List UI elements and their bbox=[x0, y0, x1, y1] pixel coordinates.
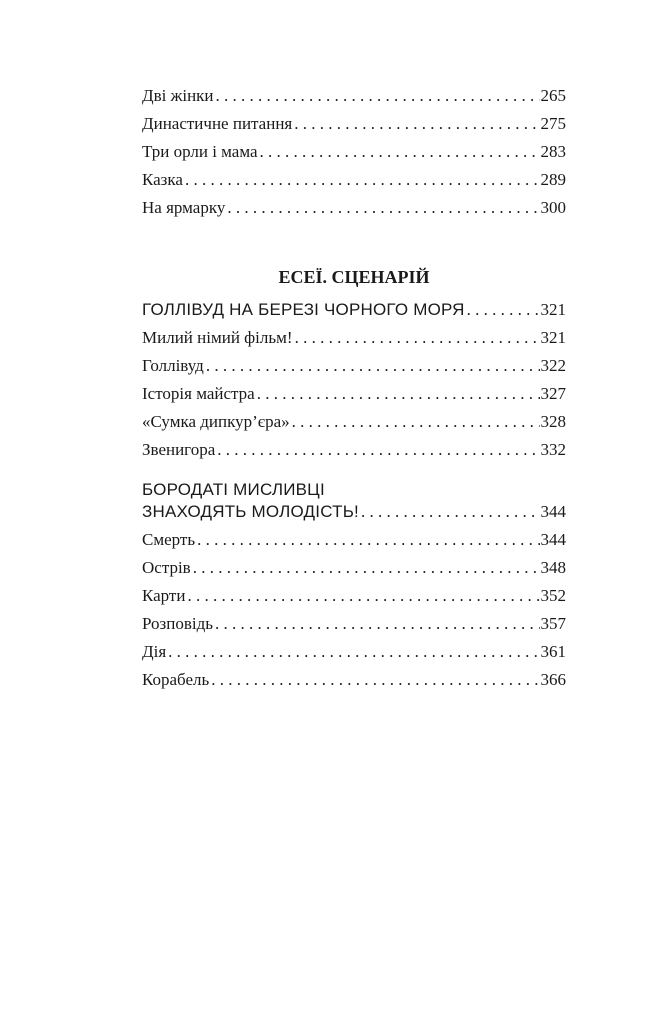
toc-entry-title: Звенигора bbox=[142, 440, 216, 459]
toc-entry-page: 289 bbox=[540, 170, 566, 189]
leader-dots bbox=[225, 196, 539, 220]
toc-entry bbox=[142, 382, 566, 406]
leader-dots bbox=[191, 556, 540, 580]
toc-entry bbox=[142, 326, 566, 350]
section-heading: ЕСЕЇ. СЦЕНАРІЙ bbox=[278, 267, 430, 287]
toc-entry-title: Історія майстра bbox=[142, 384, 255, 403]
toc-entry-title: Корабель bbox=[142, 670, 210, 689]
toc-entry-page: 332 bbox=[540, 440, 566, 459]
toc-entry bbox=[142, 584, 566, 608]
leader-dots bbox=[209, 668, 539, 692]
toc-part-title-line2: ЗНАХОДЯТЬ МОЛОДІСТЬ! bbox=[142, 502, 359, 521]
toc-entry-title: Карти bbox=[142, 586, 186, 605]
leader-dots bbox=[359, 500, 540, 524]
toc-entry-title: Милий німий фільм! bbox=[142, 328, 293, 347]
toc-entry bbox=[142, 112, 566, 136]
leader-dots bbox=[215, 438, 539, 462]
toc-entry-title: «Сумка дипкур’єра» bbox=[142, 412, 290, 431]
leader-dots bbox=[255, 382, 540, 406]
toc-entry-page: 328 bbox=[540, 412, 566, 431]
leader-dots bbox=[195, 528, 539, 552]
toc-entry bbox=[142, 438, 566, 462]
toc-entry bbox=[142, 640, 566, 664]
toc-part-entry bbox=[142, 500, 566, 524]
toc-entry-page: 357 bbox=[540, 614, 566, 633]
toc-entry-title: Династичне питання bbox=[142, 114, 293, 133]
toc-part-title-line1: БОРОДАТІ МИСЛИВЦІ bbox=[142, 480, 325, 499]
toc-entry bbox=[142, 410, 566, 434]
toc-entry bbox=[142, 668, 566, 692]
toc-part-title: ГОЛЛІВУД НА БЕРЕЗІ ЧОРНОГО МОРЯ bbox=[142, 300, 465, 319]
toc-entry-page: 275 bbox=[540, 114, 566, 133]
toc-entry-title: Розповідь bbox=[142, 614, 213, 633]
toc-entry-page: 322 bbox=[540, 356, 566, 375]
leader-dots bbox=[204, 354, 540, 378]
toc-entry bbox=[142, 556, 566, 580]
toc-entry-title: Дія bbox=[142, 642, 167, 661]
toc-entry bbox=[142, 196, 566, 220]
leader-dots bbox=[183, 168, 540, 192]
toc-part-page: 344 bbox=[540, 502, 566, 521]
toc-entry-page: 327 bbox=[540, 384, 566, 403]
toc-entry-title: Смерть bbox=[142, 530, 196, 549]
leader-dots bbox=[213, 612, 540, 636]
leader-dots bbox=[293, 326, 540, 350]
table-of-contents bbox=[142, 0, 566, 1024]
toc-entry-page: 361 bbox=[540, 642, 566, 661]
leader-dots bbox=[465, 298, 540, 322]
toc-entry-page: 283 bbox=[540, 142, 566, 161]
toc-entry bbox=[142, 612, 566, 636]
toc-entry-title: Дві жінки bbox=[142, 86, 214, 105]
toc-part-page: 321 bbox=[540, 300, 566, 319]
toc-entry-title: Казка bbox=[142, 170, 183, 189]
toc-entry-page: 366 bbox=[540, 670, 566, 689]
toc-entry-page: 321 bbox=[540, 328, 566, 347]
leader-dots bbox=[292, 112, 539, 136]
toc-entry bbox=[142, 140, 566, 164]
toc-entry bbox=[142, 528, 566, 552]
toc-entry-title: Острів bbox=[142, 558, 191, 577]
leader-dots bbox=[166, 640, 539, 664]
toc-entry-page: 352 bbox=[540, 586, 566, 605]
toc-entry bbox=[142, 354, 566, 378]
toc-entry bbox=[142, 84, 566, 108]
toc-part-entry bbox=[142, 298, 566, 322]
leader-dots bbox=[290, 410, 540, 434]
toc-entry-page: 344 bbox=[540, 530, 566, 549]
toc-entry-title: На ярмарку bbox=[142, 198, 226, 217]
leader-dots bbox=[258, 140, 540, 164]
toc-entry-page: 348 bbox=[540, 558, 566, 577]
toc-entry-title: Голлівуд bbox=[142, 356, 204, 375]
toc-entry-page: 300 bbox=[540, 198, 566, 217]
toc-entry-page: 265 bbox=[540, 86, 566, 105]
leader-dots bbox=[214, 84, 540, 108]
toc-entry-title: Три орли і мама bbox=[142, 142, 258, 161]
toc-entry bbox=[142, 168, 566, 192]
leader-dots bbox=[185, 584, 539, 608]
